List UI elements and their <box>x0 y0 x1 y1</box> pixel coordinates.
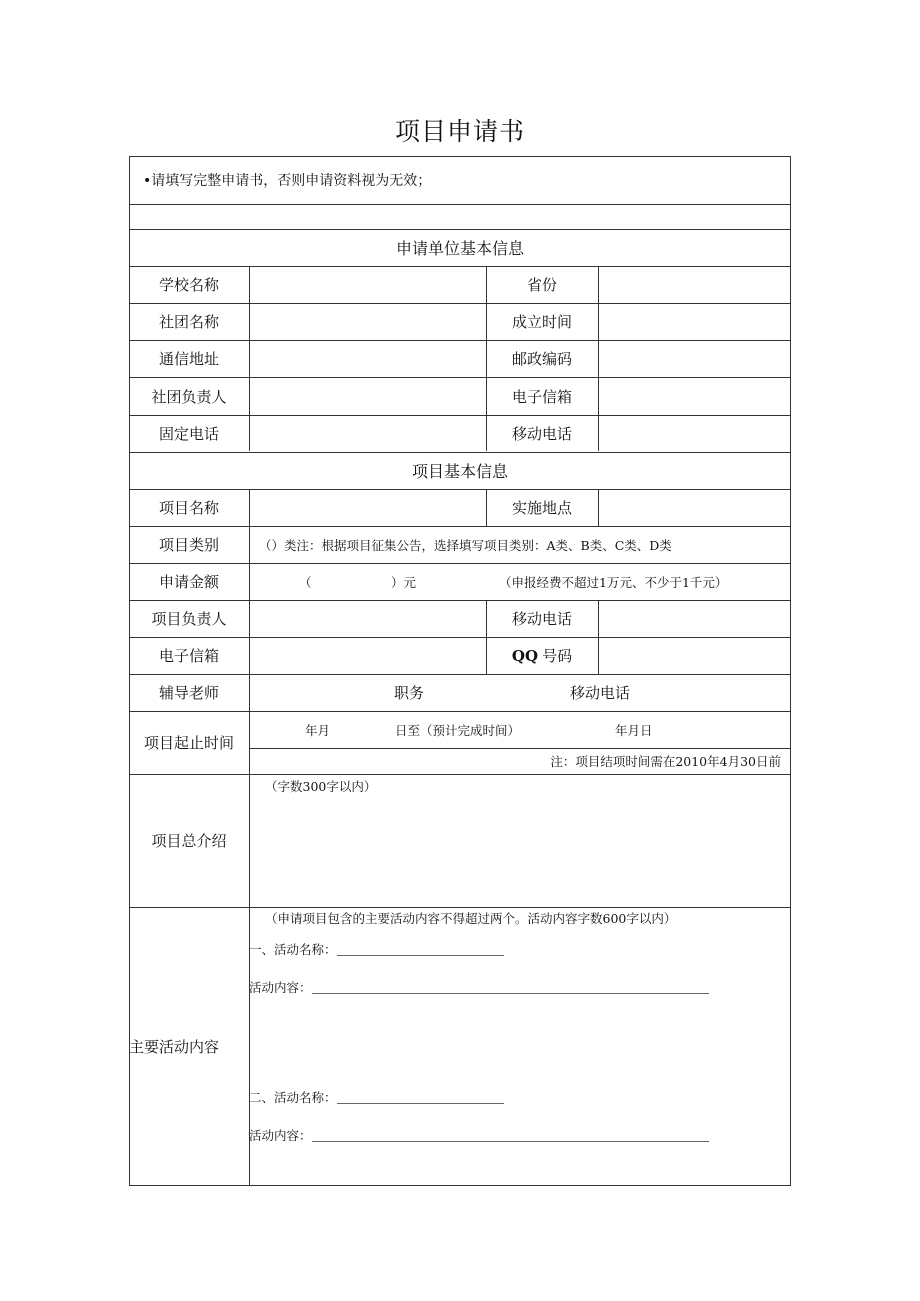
period-end[interactable]: 年月日 <box>615 723 653 738</box>
amount-open-paren: （ <box>299 574 312 590</box>
input-founded[interactable] <box>598 303 791 340</box>
intro-note: （字数300字以内） <box>265 779 377 794</box>
activities-note: （申请项目包含的主要活动内容不得超过两个。活动内容字数600字以内） <box>265 911 677 926</box>
section-unit-header: 申请单位基本信息 <box>395 239 524 258</box>
input-school[interactable] <box>249 266 486 303</box>
label-manager: 项目负责人 <box>151 610 227 628</box>
input-mobile[interactable] <box>598 415 791 452</box>
input-leader[interactable] <box>249 377 486 415</box>
amount-yuan: ）元 <box>391 574 417 590</box>
activity-1-name-label: 一、活动名称： <box>249 942 337 957</box>
label-email: 电子信箱 <box>511 387 572 406</box>
activity-2-content-input[interactable] <box>312 1129 709 1142</box>
label-mobile: 移动电话 <box>511 425 572 443</box>
input-location[interactable] <box>598 489 791 526</box>
label-advisor-mobile: 移动电话 <box>569 684 630 702</box>
activity-2-name-row <box>249 1086 789 1108</box>
input-manager-email[interactable] <box>249 637 486 674</box>
period-start-ym[interactable]: 年月 <box>305 723 331 738</box>
input-email[interactable] <box>598 377 791 415</box>
notice-text: •请填写完整申请书，否则申请资料视为无效； <box>143 173 432 189</box>
qq-suffix: 号码 <box>542 647 573 665</box>
input-province[interactable] <box>598 266 791 303</box>
label-school: 学校名称 <box>158 276 219 294</box>
label-period: 项目起止时间 <box>143 734 234 752</box>
input-postcode[interactable] <box>598 340 791 377</box>
activity-1-content-input[interactable] <box>312 981 709 994</box>
application-form <box>129 156 791 1186</box>
label-manager-email: 电子信箱 <box>158 647 219 665</box>
input-qq[interactable] <box>598 637 791 674</box>
activity-1-name-input[interactable] <box>337 943 504 956</box>
activity-2-content-row <box>249 1124 789 1146</box>
label-location: 实施地点 <box>511 499 572 517</box>
input-club[interactable] <box>249 303 486 340</box>
activity-2-name-label: 二、活动名称： <box>249 1090 337 1105</box>
activity-1-content-label: 活动内容： <box>249 980 312 995</box>
amount-note: （申报经费不超过1万元、不少于1千元） <box>499 574 728 590</box>
label-category: 项目类别 <box>158 536 219 554</box>
page-title: 项目申请书 <box>394 117 525 146</box>
label-address: 通信地址 <box>158 350 219 368</box>
activity-1-name-row <box>249 938 789 960</box>
activity-2-name-input[interactable] <box>337 1091 504 1104</box>
period-mid[interactable]: 日至（预计完成时间） <box>395 723 521 738</box>
label-project-name: 项目名称 <box>158 499 219 517</box>
section-project-header: 项目基本信息 <box>411 462 508 481</box>
label-leader: 社团负责人 <box>151 387 227 406</box>
label-manager-mobile: 移动电话 <box>511 610 572 628</box>
label-amount: 申请金额 <box>158 573 219 591</box>
period-note: 注：项目结项时间需在2010年4月30日前 <box>550 754 781 769</box>
label-phone: 固定电话 <box>158 425 219 443</box>
input-address[interactable] <box>249 340 486 377</box>
label-province: 省份 <box>526 276 557 294</box>
input-manager-mobile[interactable] <box>598 600 791 637</box>
qq-prefix: QQ <box>511 646 539 665</box>
label-activities: 主要活动内容 <box>129 1038 220 1056</box>
label-intro: 项目总介绍 <box>151 832 227 850</box>
label-club: 社团名称 <box>158 313 219 331</box>
label-qq <box>486 637 598 674</box>
activity-2-content-label: 活动内容： <box>249 1128 312 1143</box>
category-note[interactable]: （）类注：根据项目征集公告，选择填写项目类别：A类、B类、C类、D类 <box>259 537 672 553</box>
input-manager[interactable] <box>249 600 486 637</box>
label-position: 职务 <box>393 684 424 702</box>
amount-input[interactable] <box>319 568 389 595</box>
input-project-name[interactable] <box>249 489 486 526</box>
label-advisor: 辅导老师 <box>158 684 219 702</box>
activity-1-content-row <box>249 976 789 998</box>
label-postcode: 邮政编码 <box>511 350 572 368</box>
input-phone[interactable] <box>249 415 486 452</box>
col-divider <box>249 489 250 1186</box>
label-founded: 成立时间 <box>511 313 572 331</box>
intro-textarea[interactable] <box>254 798 784 903</box>
row-divider <box>129 204 791 205</box>
